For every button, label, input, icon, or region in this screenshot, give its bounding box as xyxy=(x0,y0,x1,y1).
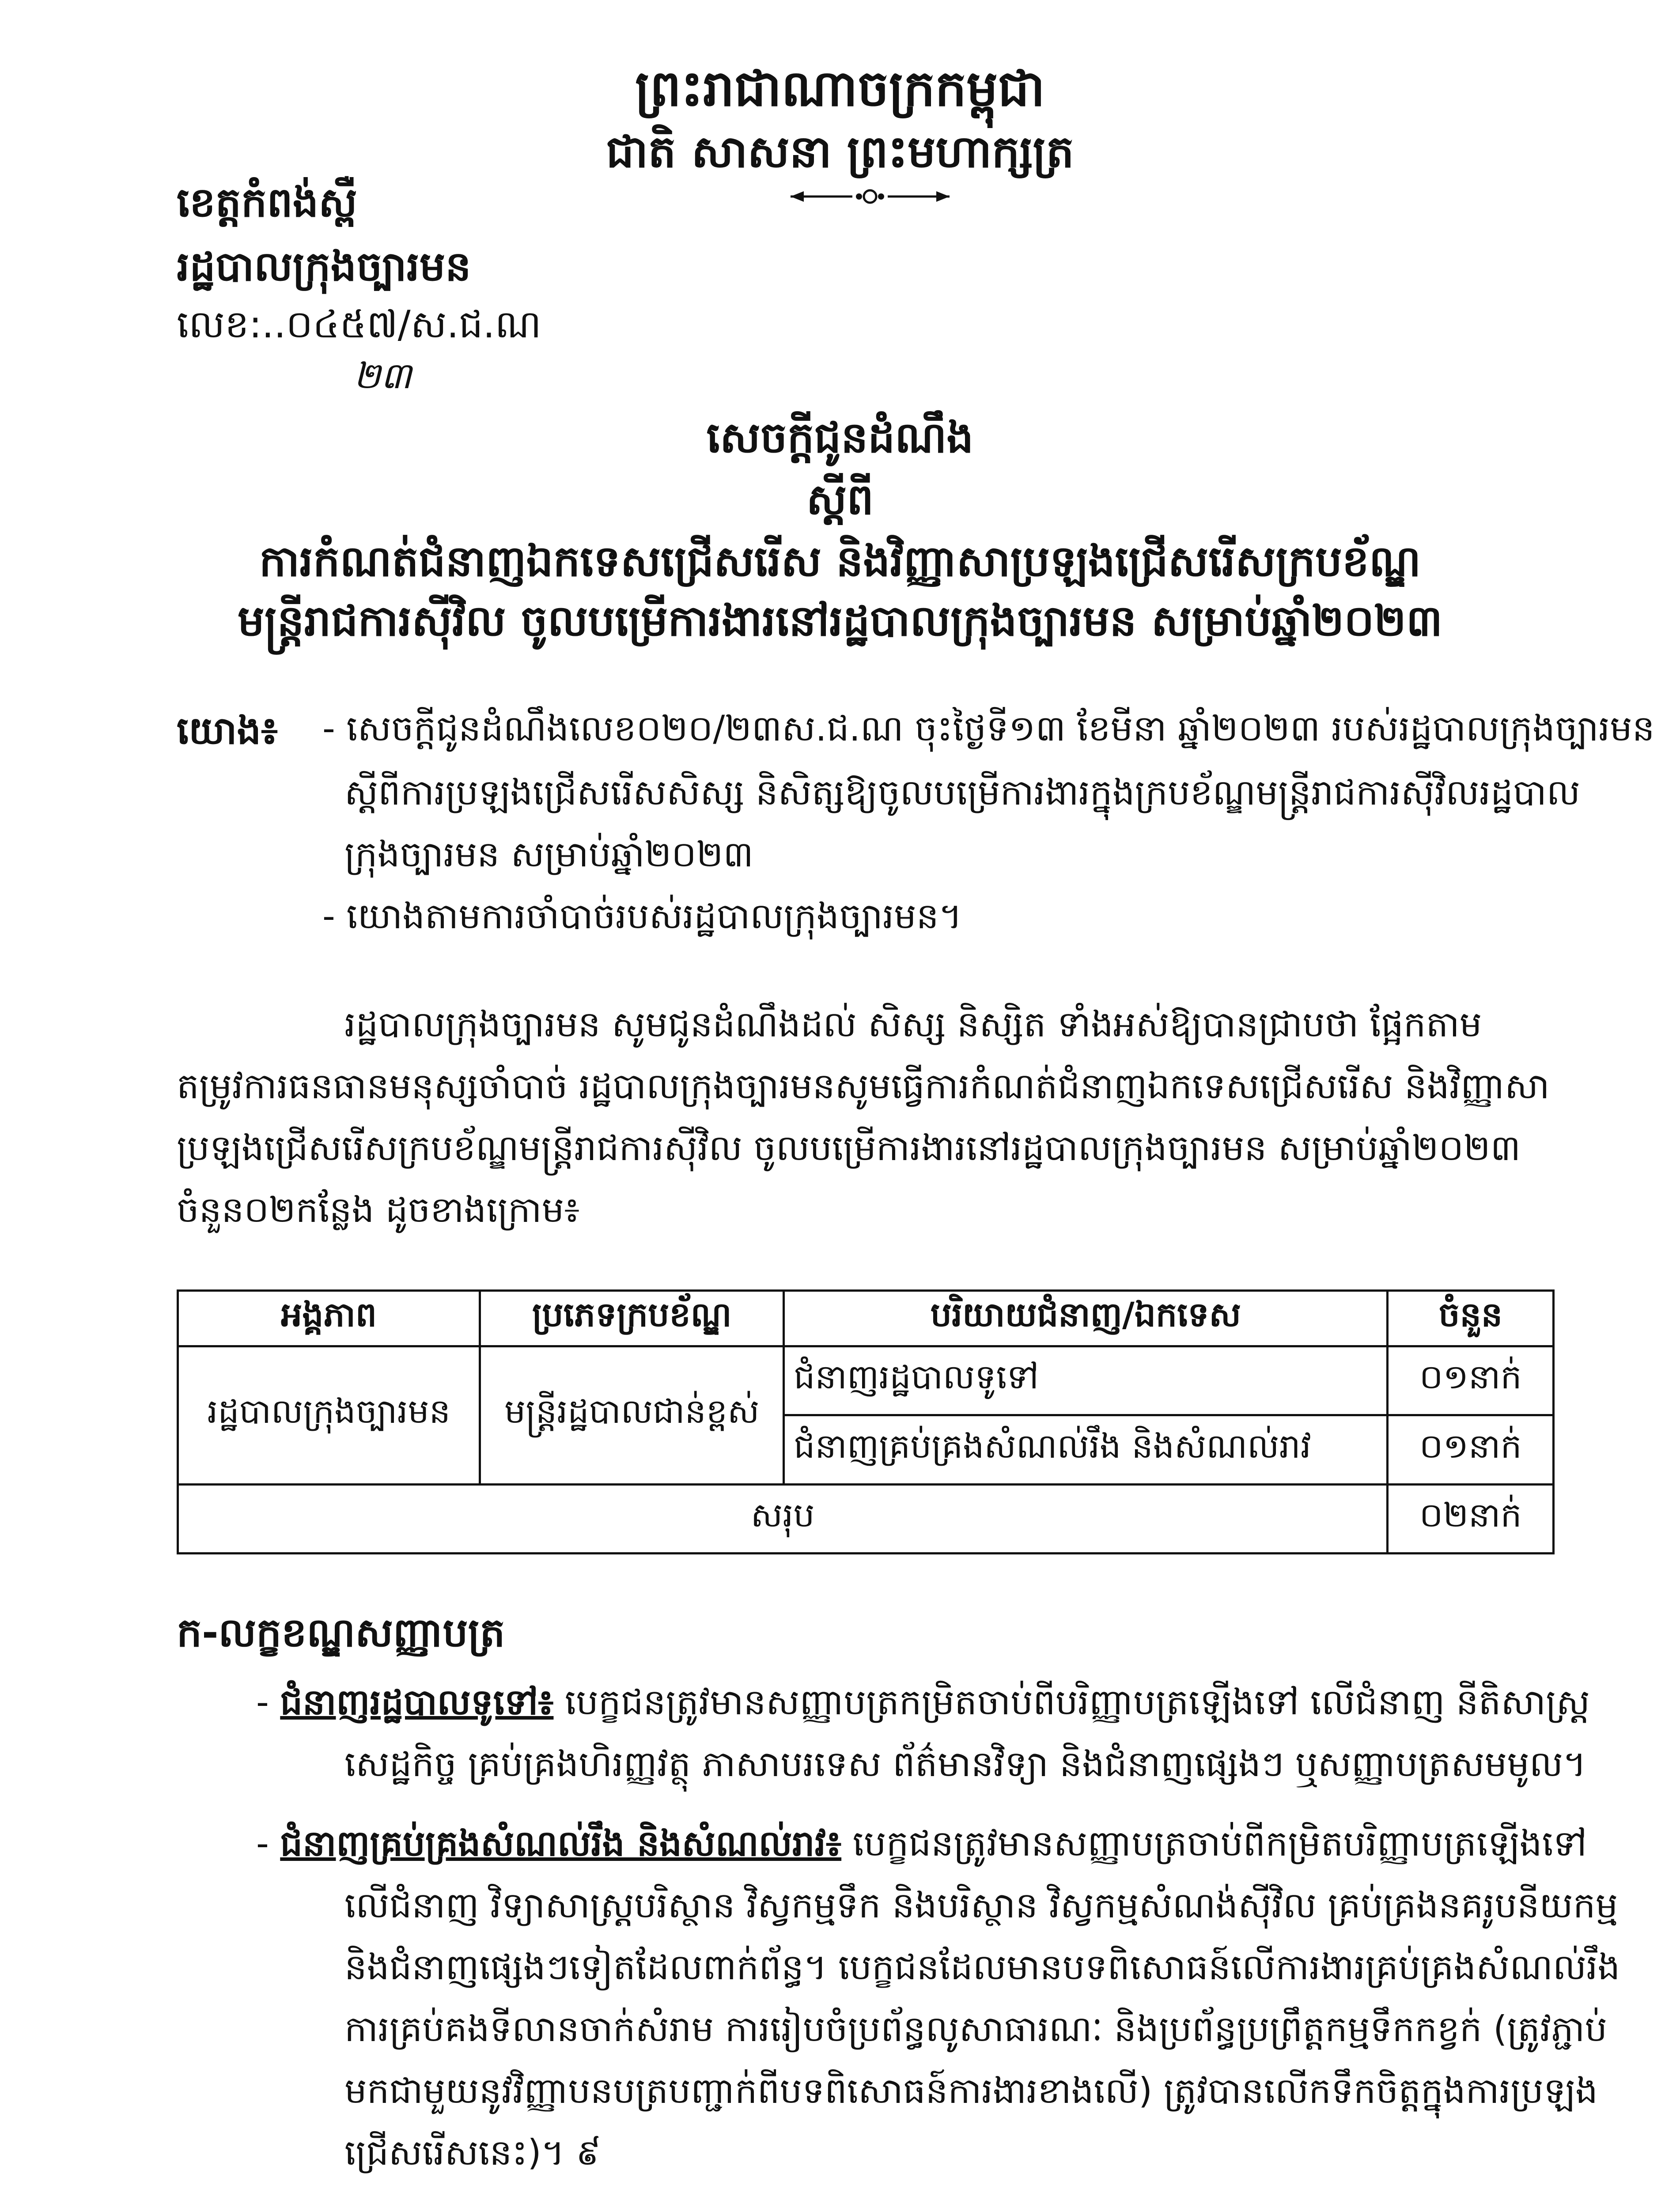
vacancy-table xyxy=(177,1289,1555,1554)
notice-subtitle: ស្តីពី xyxy=(806,475,874,524)
body-line-2: តម្រូវការធនធានមនុស្សចាំបាច់ រដ្ឋបាលក្រុងច្បារមនសូមធ្វើការកំណត់ជំនាញឯកទេសជ្រើសរើស និងវិញ្ញាសា xyxy=(177,1066,1550,1107)
qualification-item-1-title: ជំនាញរដ្ឋបាលទូទៅ៖ xyxy=(280,1682,554,1723)
qualification-item-1-line2: សេដ្ឋកិច្ច គ្រប់គ្រងហិរញ្ញវត្ថុ ភាសាបរទេស ព័ត៌មានវិទ្យា និងជំនាញផ្សេងៗ ឬសញ្ញាបត្រសមមូល។ xyxy=(344,1743,1586,1785)
qualification-item-2: - ជំនាញគ្រប់គ្រងសំណល់រឹង និងសំណល់រាវ៖ បេក្ខជនត្រូវមានសញ្ញាបត្រចាប់ពីកម្រិតបរិញ្ញាបត្រឡើងទៅ xyxy=(256,1823,1587,1864)
specialty-cell: ជំនាញគ្រប់គ្រងសំណល់រឹង និងសំណល់រាវ xyxy=(784,1415,1388,1484)
qualification-item-2-title: ជំនាញគ្រប់គ្រងសំណល់រឹង និងសំណល់រាវ៖ xyxy=(280,1823,842,1864)
header-count: ចំនួន xyxy=(1388,1291,1554,1346)
total-count: ០២នាក់ xyxy=(1388,1484,1554,1553)
qualification-item-2-line6: ជ្រើសរើសនេះ)។ ៩ xyxy=(344,2132,601,2173)
count-cell: ០១នាក់ xyxy=(1388,1346,1554,1415)
qualification-item-1: - ជំនាញរដ្ឋបាលទូទៅ៖ បេក្ខជនត្រូវមានសញ្ញាបត្រកម្រិតចាប់ពីបរិញ្ញាបត្រឡើងទៅ លើជំនាញ នីតិសាស្ត្រ xyxy=(256,1682,1590,1723)
qualification-item-2-text: បេក្ខជនត្រូវមានសញ្ញាបត្រចាប់ពីកម្រិតបរិញ្ញាបត្រឡើងទៅ xyxy=(852,1823,1587,1864)
reference-suffix: ២៣ xyxy=(353,355,412,397)
count-cell: ០១នាក់ xyxy=(1388,1415,1554,1484)
body-line-1: រដ្ឋបាលក្រុងច្បារមន សូមជូនដំណឹងដល់ សិស្ស និស្សិត ទាំងអស់ឱ្យបានជ្រាបថា ផ្អែកតាម xyxy=(344,1004,1482,1045)
notice-subject-line1: ការកំណត់ជំនាញឯកទេសជ្រើសរើស និងវិញ្ញាសាប្រឡងជ្រើសរើសក្របខ័ណ្ឌ xyxy=(259,537,1421,586)
table-total-row xyxy=(178,1484,1554,1553)
unit-cell: រដ្ឋបាលក្រុងច្បារមន xyxy=(178,1346,480,1485)
ornament-divider-icon xyxy=(786,188,954,207)
notice-title: សេចក្តីជូនដំណឹង xyxy=(706,413,974,462)
province-name: ខេត្តកំពង់ស្ពឺ xyxy=(177,179,357,226)
header-specialty: បរិយាយជំនាញ/ឯកទេស xyxy=(784,1291,1388,1346)
qualification-item-2-line5: មកជាមួយនូវវិញ្ញាបនបត្របញ្ជាក់ពីបទពិសោធន៍ការងារខាងលើ) ត្រូវបានលើកទឹកចិត្តក្នុងការប្រឡង xyxy=(344,2070,1598,2111)
table-header-row xyxy=(178,1291,1554,1346)
kingdom-heading: ព្រះរាជាណាចក្រកម្ពុជា xyxy=(635,60,1045,117)
national-motto: ជាតិ សាសនា ព្រះមហាក្សត្រ xyxy=(606,126,1074,178)
reference-number: លេខ:..០៤៥៧/ស.ជ.ណ xyxy=(177,302,541,347)
reference-item-1-line3: ក្រុងច្បារមន សម្រាប់ឆ្នាំ២០២៣ xyxy=(344,834,753,875)
qualification-item-2-line4: ការគ្រប់គងទីលានចាក់សំរាម ការរៀបចំប្រព័ន្ធលូសាធារណៈ និងប្រព័ន្ធប្រព្រឹត្តកម្មទឹកកខ្វក់ (ត្រូវភ្ជាប់ xyxy=(344,2008,1608,2049)
qualification-item-1-text: បេក្ខជនត្រូវមានសញ្ញាបត្រកម្រិតចាប់ពីបរិញ្ញាបត្រឡើងទៅ លើជំនាញ នីតិសាស្ត្រ xyxy=(564,1682,1590,1723)
reference-item-1-line2: ស្តីពីការប្រឡងជ្រើសរើសសិស្ស និសិត្សឱ្យចូលបម្រើការងារក្នុងក្របខ័ណ្ឌមន្ត្រីរាជការស៊ីវិលរដ្ឋបាល xyxy=(344,772,1581,813)
administration-name: រដ្ឋបាលក្រុងច្បារមន xyxy=(177,243,471,290)
notice-subject-line2: មន្ត្រីរាជការស៊ីវិល ចូលបម្រើការងារនៅរដ្ឋបាលក្រុងច្បារមន សម្រាប់ឆ្នាំ២០២៣ xyxy=(238,596,1442,646)
header-framework: ប្រភេទក្របខ័ណ្ឌ xyxy=(480,1291,784,1346)
qualification-item-2-line2: លើជំនាញ វិទ្យាសាស្ត្របរិស្ថាន វិស្វកម្មទឹក និងបរិស្ថាន វិស្វកម្មសំណង់ស៊ីវិល គ្រប់គ្រងនគរូបនីយកម្ម xyxy=(344,1885,1618,1926)
header-unit: អង្គភាព xyxy=(178,1291,480,1346)
table-row xyxy=(178,1346,1554,1415)
reference-item-2: - យោងតាមការចាំបាច់របស់រដ្ឋបាលក្រុងច្បារមន។ xyxy=(322,896,962,937)
reference-item-1: - សេចក្តីជូនដំណឹងលេខ០២០/២៣ស.ជ.ណ ចុះថ្ងៃទី១៣ ខែមីនា ឆ្នាំ២០២៣ របស់រដ្ឋបាលក្រុងច្បារមន xyxy=(322,708,1655,749)
body-line-4: ចំនួន០២កន្លែង ដូចខាងក្រោម៖ xyxy=(177,1189,580,1230)
specialty-cell: ជំនាញរដ្ឋបាលទូទៅ xyxy=(784,1346,1388,1415)
qualification-item-2-line3: និងជំនាញផ្សេងៗទៀតដែលពាក់ព័ន្ធ។ បេក្ខជនដែលមានបទពិសោធន៍លើការងារគ្រប់គ្រងសំណល់រឹង xyxy=(344,1947,1620,1988)
framework-cell: មន្ត្រីរដ្ឋបាលជាន់ខ្ពស់ xyxy=(480,1346,784,1485)
total-label: សរុប xyxy=(178,1484,1388,1553)
qualifications-heading: ក-លក្ខខណ្ឌសញ្ញាបត្រ xyxy=(177,1610,505,1656)
reference-label: យោង៖ xyxy=(177,709,278,753)
body-line-3: ប្រឡងជ្រើសរើសក្របខ័ណ្ឌមន្ត្រីរាជការស៊ីវិល ចូលបម្រើការងារនៅរដ្ឋបាលក្រុងច្បារមន សម្រាប់ឆ្នាំ២០២៣ xyxy=(177,1127,1521,1168)
